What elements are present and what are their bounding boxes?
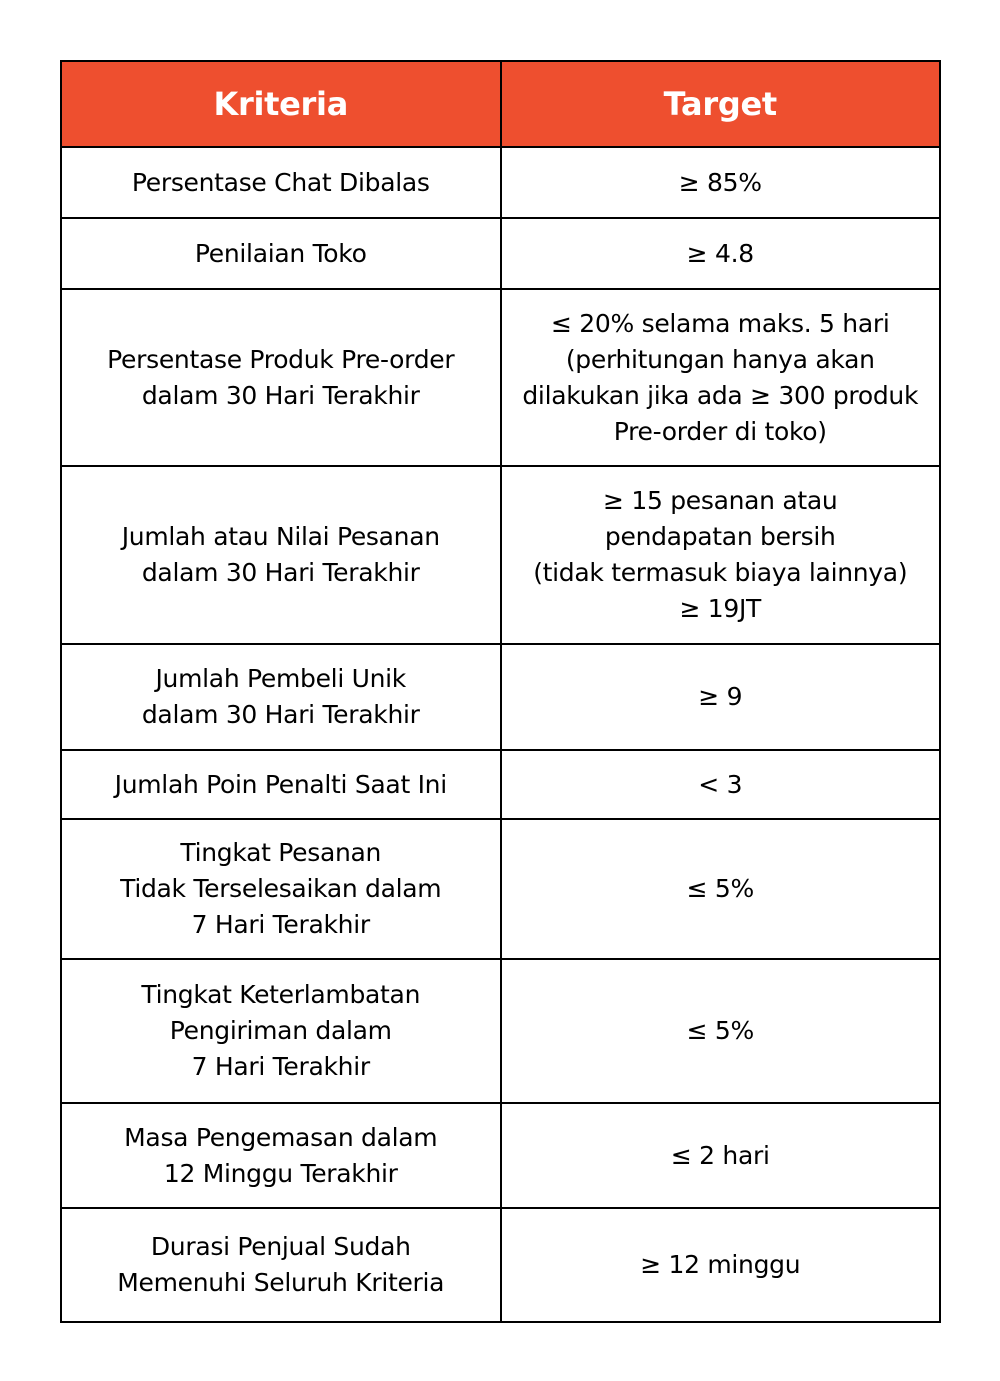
target-cell: ≤ 5%: [501, 959, 941, 1103]
target-cell: ≥ 9: [501, 644, 941, 750]
target-cell: < 3: [501, 750, 941, 819]
table-row: [61, 644, 940, 750]
table-row: [61, 750, 940, 819]
criteria-cell: Persentase Chat Dibalas: [61, 147, 501, 218]
criteria-cell: Tingkat Pesanan Tidak Terselesaikan dalam 7 Hari Terakhir: [61, 819, 501, 959]
target-cell: ≥ 12 minggu: [501, 1208, 941, 1322]
table-row: [61, 1103, 940, 1208]
table-header-row: [61, 61, 940, 147]
table-row: [61, 147, 940, 218]
table-row: [61, 289, 940, 466]
criteria-cell: Jumlah Pembeli Unik dalam 30 Hari Terakhir: [61, 644, 501, 750]
criteria-cell: Jumlah atau Nilai Pesanan dalam 30 Hari Terakhir: [61, 466, 501, 644]
criteria-cell: Penilaian Toko: [61, 218, 501, 289]
table-row: [61, 959, 940, 1103]
criteria-cell: Jumlah Poin Penalti Saat Ini: [61, 750, 501, 819]
header-target: Target: [501, 61, 941, 147]
criteria-table: [60, 60, 941, 1323]
criteria-cell: Durasi Penjual Sudah Memenuhi Seluruh Kriteria: [61, 1208, 501, 1322]
criteria-cell: Persentase Produk Pre-order dalam 30 Hari Terakhir: [61, 289, 501, 466]
target-cell: ≤ 2 hari: [501, 1103, 941, 1208]
table-row: [61, 1208, 940, 1322]
table-row: [61, 218, 940, 289]
target-cell: ≥ 85%: [501, 147, 941, 218]
target-cell: ≥ 4.8: [501, 218, 941, 289]
table-row: [61, 819, 940, 959]
header-criteria: Kriteria: [61, 61, 501, 147]
target-cell: ≤ 5%: [501, 819, 941, 959]
criteria-cell: Masa Pengemasan dalam 12 Minggu Terakhir: [61, 1103, 501, 1208]
criteria-cell: Tingkat Keterlambatan Pengiriman dalam 7 Hari Terakhir: [61, 959, 501, 1103]
table-row: [61, 466, 940, 644]
target-cell: ≤ 20% selama maks. 5 hari (perhitungan hanya akan dilakukan jika ada ≥ 300 produk Pre-order di toko): [501, 289, 941, 466]
target-cell: ≥ 15 pesanan atau pendapatan bersih (tidak termasuk biaya lainnya) ≥ 19JT: [501, 466, 941, 644]
